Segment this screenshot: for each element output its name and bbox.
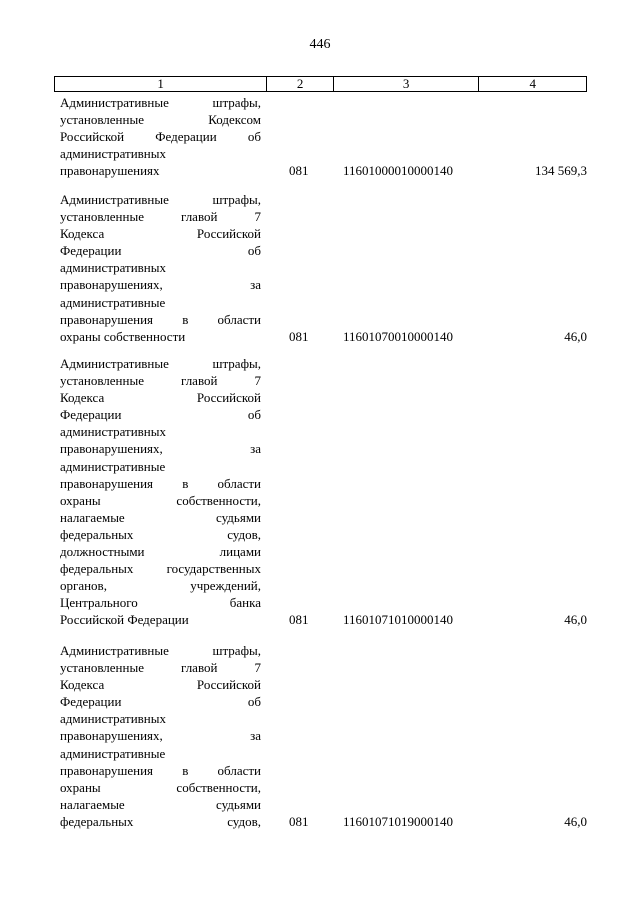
- description-line: охраны собственности,: [60, 492, 261, 508]
- description-line: Кодекса Российской: [60, 226, 261, 242]
- description-line: установленные главой 7: [60, 209, 261, 225]
- column-header-2: 2: [267, 77, 334, 91]
- description-line: Федерации об: [60, 407, 261, 423]
- description-line: Федерации об: [60, 694, 261, 710]
- description-line: Федерации об: [60, 243, 261, 259]
- admin-code: 081: [289, 328, 309, 344]
- admin-code: 081: [289, 813, 309, 829]
- page-number: 446: [309, 37, 331, 52]
- table-row: [60, 642, 587, 830]
- description-line: правонарушениях, за: [60, 277, 261, 293]
- description-line: федеральных судов,: [60, 813, 261, 829]
- amount: 134 569,3: [535, 163, 587, 179]
- budget-classification-code: 11601000010000140: [343, 163, 454, 179]
- description-line: федеральных судов,: [60, 526, 261, 542]
- description-line: административных: [60, 424, 166, 440]
- description-line: административные: [60, 745, 166, 761]
- admin-code: 081: [289, 163, 309, 179]
- description-line: Российской Федерации об: [60, 129, 261, 145]
- admin-code: 081: [289, 612, 309, 628]
- description-line: установленные Кодексом: [60, 112, 261, 128]
- description-line: охраны собственности,: [60, 779, 261, 795]
- description-line: установленные главой 7: [60, 373, 261, 389]
- row-description: [60, 642, 261, 830]
- amount: 46,0: [564, 328, 587, 344]
- description-line: административные: [60, 294, 166, 310]
- row-description: [60, 94, 261, 179]
- description-line: административных: [60, 146, 166, 162]
- row-description: [60, 355, 261, 629]
- column-header-3: 3: [334, 77, 479, 91]
- description-line: правонарушениях: [60, 163, 160, 179]
- amount: 46,0: [564, 612, 587, 628]
- description-line: Российской Федерации: [60, 612, 189, 628]
- budget-classification-code: 11601070010000140: [343, 328, 454, 344]
- description-line: правонарушениях, за: [60, 728, 261, 744]
- row-description: [60, 191, 261, 345]
- description-line: правонарушения в области: [60, 475, 261, 491]
- description-line: административные: [60, 458, 166, 474]
- description-line: Кодекса Российской: [60, 677, 261, 693]
- column-header-1: 1: [55, 77, 267, 91]
- description-line: правонарушения в области: [60, 762, 261, 778]
- description-line: органов, учреждений,: [60, 578, 261, 594]
- description-line: должностными лицами: [60, 544, 261, 560]
- description-line: Административные штрафы,: [60, 192, 261, 207]
- description-line: Административные штрафы,: [60, 356, 261, 371]
- description-line: правонарушениях, за: [60, 441, 261, 457]
- table-row: [60, 94, 587, 179]
- table-row: [60, 355, 587, 629]
- description-line: правонарушения в области: [60, 311, 261, 327]
- description-line: охраны собственности: [60, 328, 186, 344]
- description-line: Административные штрафы,: [60, 95, 261, 110]
- description-line: административных: [60, 711, 166, 727]
- description-line: Кодекса Российской: [60, 390, 261, 406]
- description-line: установленные главой 7: [60, 660, 261, 676]
- amount: 46,0: [564, 813, 587, 829]
- budget-classification-code: 11601071019000140: [343, 813, 454, 829]
- budget-classification-code: 11601071010000140: [343, 612, 454, 628]
- description-line: налагаемые судьями: [60, 796, 261, 812]
- description-line: административных: [60, 260, 166, 276]
- table-row: [60, 191, 587, 345]
- description-line: налагаемые судьями: [60, 509, 261, 525]
- description-line: Центрального банка: [60, 595, 261, 611]
- description-line: Административные штрафы,: [60, 643, 261, 658]
- description-line: федеральных государственных: [60, 561, 261, 577]
- column-header-4: 4: [529, 76, 536, 91]
- table-header: [54, 76, 587, 92]
